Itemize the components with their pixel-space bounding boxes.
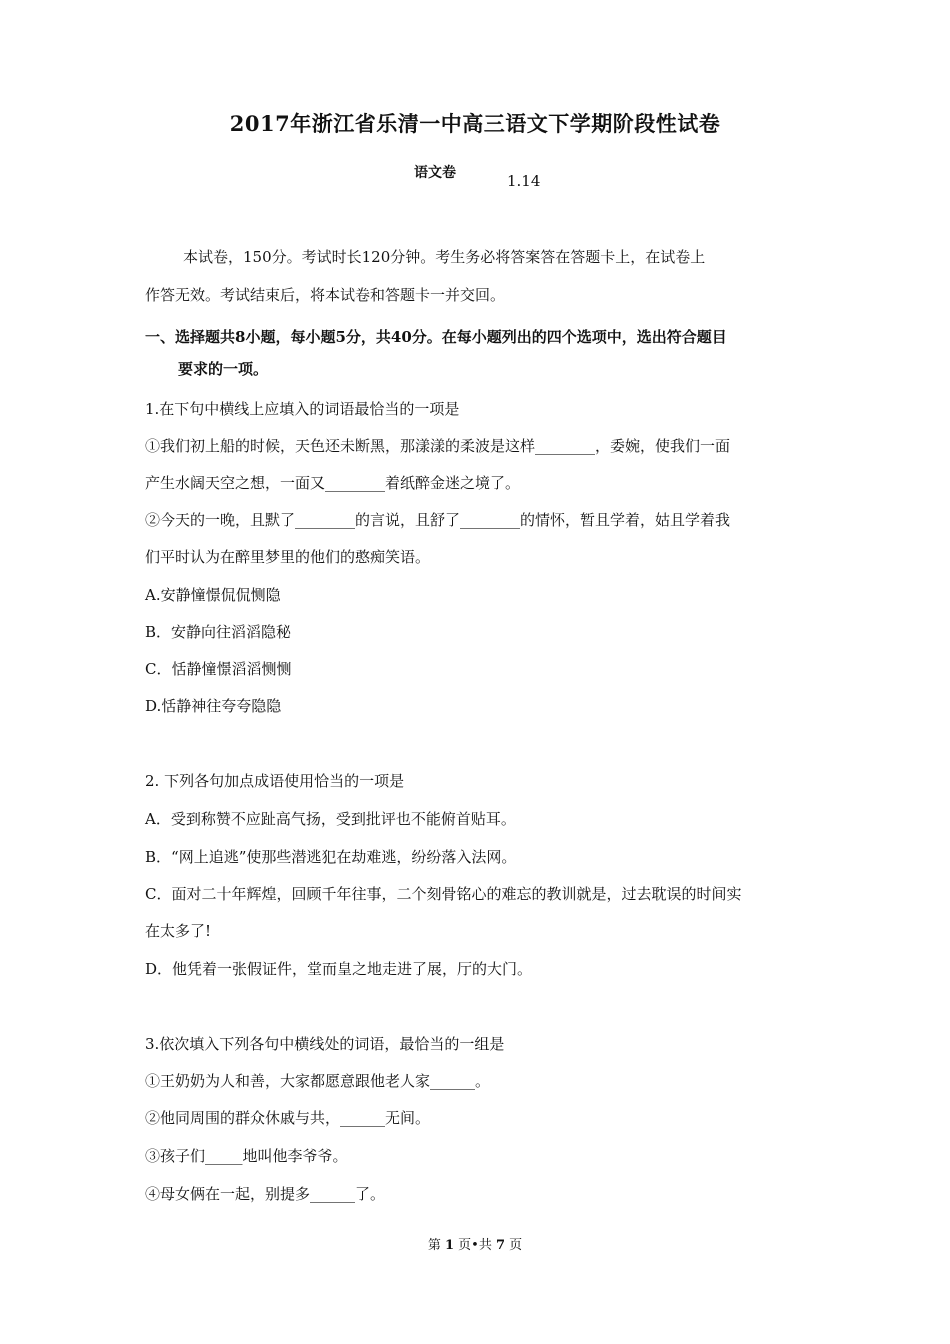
question-1-stem: 1.在下句中横线上应填入的词语最恰当的一项是 (145, 400, 460, 418)
question-1-sentence-2a: ②今天的一晚，且默了________的言说，且舒了________的情怀，暂且学着，姑且学着我 (145, 511, 731, 529)
question-1-option-c: C．恬静憧憬滔滔恻恻 (145, 660, 292, 678)
question-3-stem: 3.依次填入下列各句中横线处的词语，最恰当的一组是 (145, 1035, 505, 1053)
question-2-stem: 2. 下列各句加点成语使用恰当的一项是 (145, 772, 405, 790)
question-1-sentence-1b: 产生水阔天空之想，一面又________着纸醉金迷之境了。 (145, 474, 521, 492)
intro-line-2: 作答无效。考试结束后，将本试卷和答题卡一并交回。 (145, 286, 506, 304)
section-heading-line-1: 一、选择题共8小题，每小题5分，共40分。在每小题列出的四个选项中，选出符合题目 (145, 328, 727, 346)
question-1-option-d: D.恬静神往夸夸隐隐 (145, 697, 282, 715)
page-footer (0, 1234, 950, 1253)
exam-date: 1.14 (507, 172, 541, 190)
question-3-sentence-4: ④母女俩在一起，别提多______了。 (145, 1185, 386, 1203)
footer-total-pages: 7 (495, 1238, 506, 1253)
question-1-option-a: A.安静憧憬侃侃恻隐 (145, 586, 281, 604)
footer-suffix: 页 (509, 1238, 523, 1253)
question-1-sentence-1a: ①我们初上船的时候，天色还未断黑，那漾漾的柔波是这样________，委婉，使我们一面 (145, 437, 731, 455)
page-title: 2017年浙江省乐清一中高三语文下学期阶段性试卷 (229, 111, 721, 136)
question-1-option-b: B．安静向往滔滔隐秘 (145, 623, 292, 641)
question-2-option-b: B．“网上追逃”使那些潜逃犯在劫难逃，纷纷落入法网。 (145, 848, 517, 866)
question-2-option-d: D．他凭着一张假证件，堂而皇之地走进了展，厅的大门。 (145, 960, 533, 978)
footer-page-number: 1 (444, 1238, 455, 1253)
question-3-sentence-2: ②他同周围的群众休戚与共，______无间。 (145, 1109, 431, 1127)
question-3-sentence-3: ③孩子们_____地叫他李爷爷。 (145, 1147, 348, 1165)
page-subtitle: 语文卷 (414, 165, 456, 181)
footer-middle: 页•共 (458, 1238, 492, 1253)
question-2-option-c-line-2: 在太多了! (145, 922, 212, 940)
intro-line-1: 本试卷，150分。考试时长120分钟。考生务必将答案答在答题卡上，在试卷上 (183, 248, 706, 266)
section-heading-line-2: 要求的一项。 (178, 360, 269, 378)
question-2-option-a: A．受到称赞不应趾高气扬，受到批评也不能俯首贴耳。 (145, 810, 516, 828)
footer-prefix: 第 (427, 1238, 441, 1253)
question-3-sentence-1: ①王奶奶为人和善，大家都愿意跟他老人家______。 (145, 1072, 491, 1090)
question-2-option-c-line-1: C．面对二十年辉煌，回顾千年往事，二个刻骨铭心的难忘的教训就是，过去耽误的时间实 (145, 885, 742, 903)
question-1-sentence-2b: 们平时认为在醉里梦里的他们的憨痴笑语。 (145, 548, 431, 566)
